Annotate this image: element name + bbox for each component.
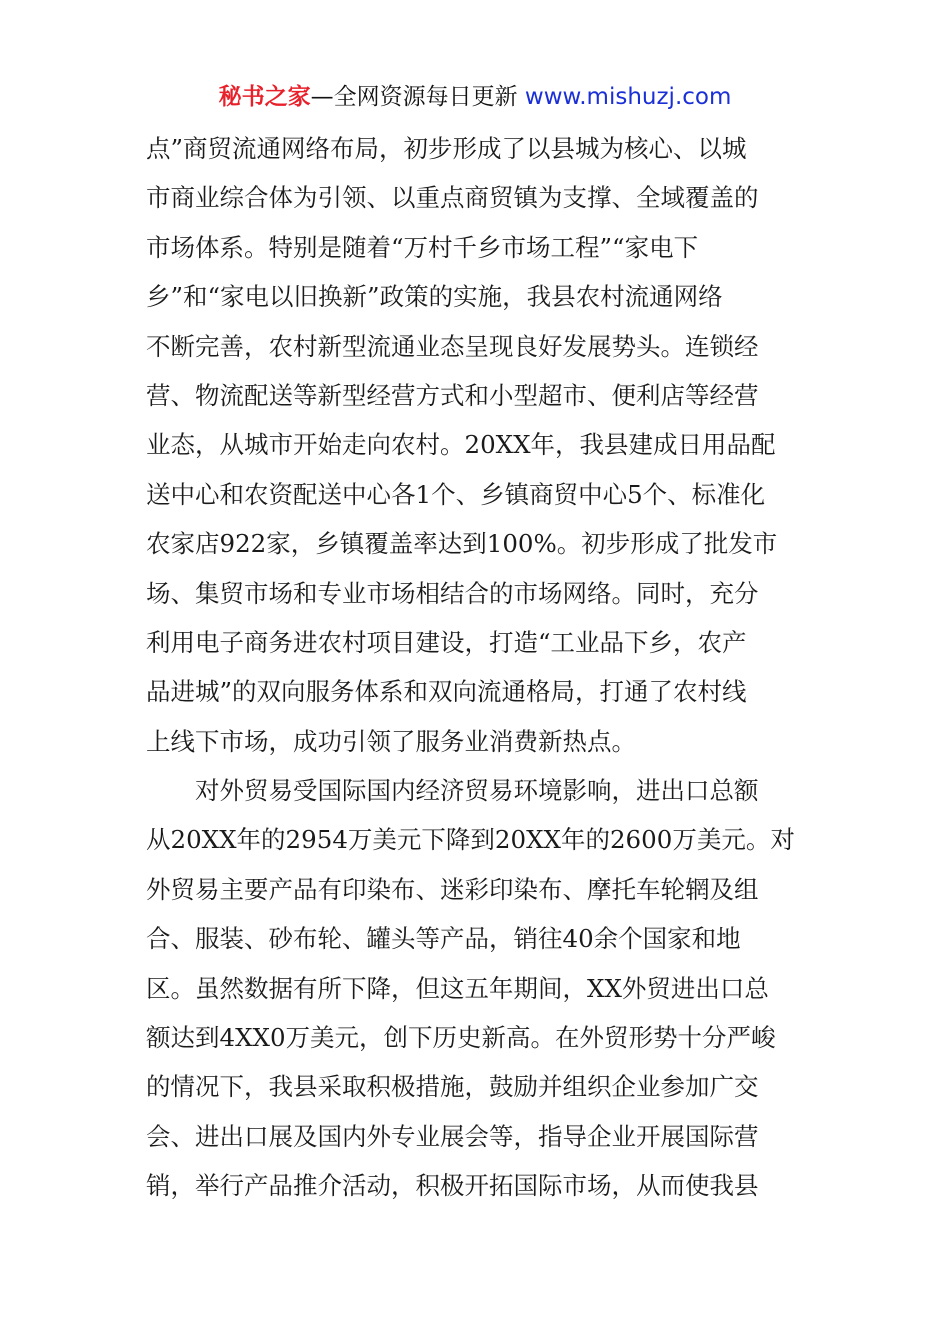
document-body <box>146 124 826 1211</box>
text-line: 农家店922家，乡镇覆盖率达到100%。初步形成了批发市 <box>146 529 778 559</box>
text-line: 乡”和“家电以旧换新”政策的实施，我县农村流通网络 <box>146 282 723 312</box>
text-line: 销，举行产品推介活动，积极开拓国际市场，从而使我县 <box>146 1171 759 1201</box>
text-line: 利用电子商务进农村项目建设，打造“工业品下乡，农产 <box>146 627 747 657</box>
text-line: 额达到4XX0万美元，创下历史新高。在外贸形势十分严峻 <box>146 1023 776 1053</box>
text-line: 市商业综合体为引领、以重点商贸镇为支撑、全域覆盖的 <box>146 183 759 213</box>
text-line: 合、服装、砂布轮、罐头等产品，销往40余个国家和地 <box>146 924 741 954</box>
site-url-link[interactable]: www.mishuzj.com <box>524 84 732 110</box>
text-line: 场、集贸市场和专业市场相结合的市场网络。同时，充分 <box>146 578 759 608</box>
paragraph-first-line: 对外贸易受国际国内经济贸易环境影响，进出口总额 <box>195 776 759 806</box>
text-line: 区。虽然数据有所下降，但这五年期间，XX外贸进出口总 <box>146 973 769 1003</box>
text-line: 的情况下，我县采取积极措施，鼓励并组织企业参加广交 <box>146 1072 759 1102</box>
text-line: 送中心和农资配送中心各1个、乡镇商贸中心5个、标准化 <box>146 479 766 509</box>
text-line: 业态，从城市开始走向农村。20XX年，我县建成日用品配 <box>146 430 776 460</box>
text-line: 外贸易主要产品有印染布、迷彩印染布、摩托车轮辋及组 <box>146 874 759 904</box>
text-line: 不断完善，农村新型流通业态呈现良好发展势头。连锁经 <box>146 331 759 361</box>
text-line: 市场体系。特别是随着“万村千乡市场工程”“家电下 <box>146 232 699 262</box>
header-tagline: —全网资源每日更新 <box>310 84 525 110</box>
text-line: 会、进出口展及国内外专业展会等，指导企业开展国际营 <box>146 1121 759 1151</box>
text-line: 上线下市场，成功引领了服务业消费新热点。 <box>146 726 636 756</box>
text-line: 品进城”的双向服务体系和双向流通格局，打通了农村线 <box>146 677 747 707</box>
site-header <box>0 80 950 114</box>
text-line: 营、物流配送等新型经营方式和小型超市、便利店等经营 <box>146 380 759 410</box>
text-line: 点”商贸流通网络布局，初步形成了以县城为核心、以城 <box>146 134 747 163</box>
text-line: 从20XX年的2954万美元下降到20XX年的2600万美元。对 <box>146 825 795 855</box>
brand-name: 秘书之家 <box>218 84 311 110</box>
